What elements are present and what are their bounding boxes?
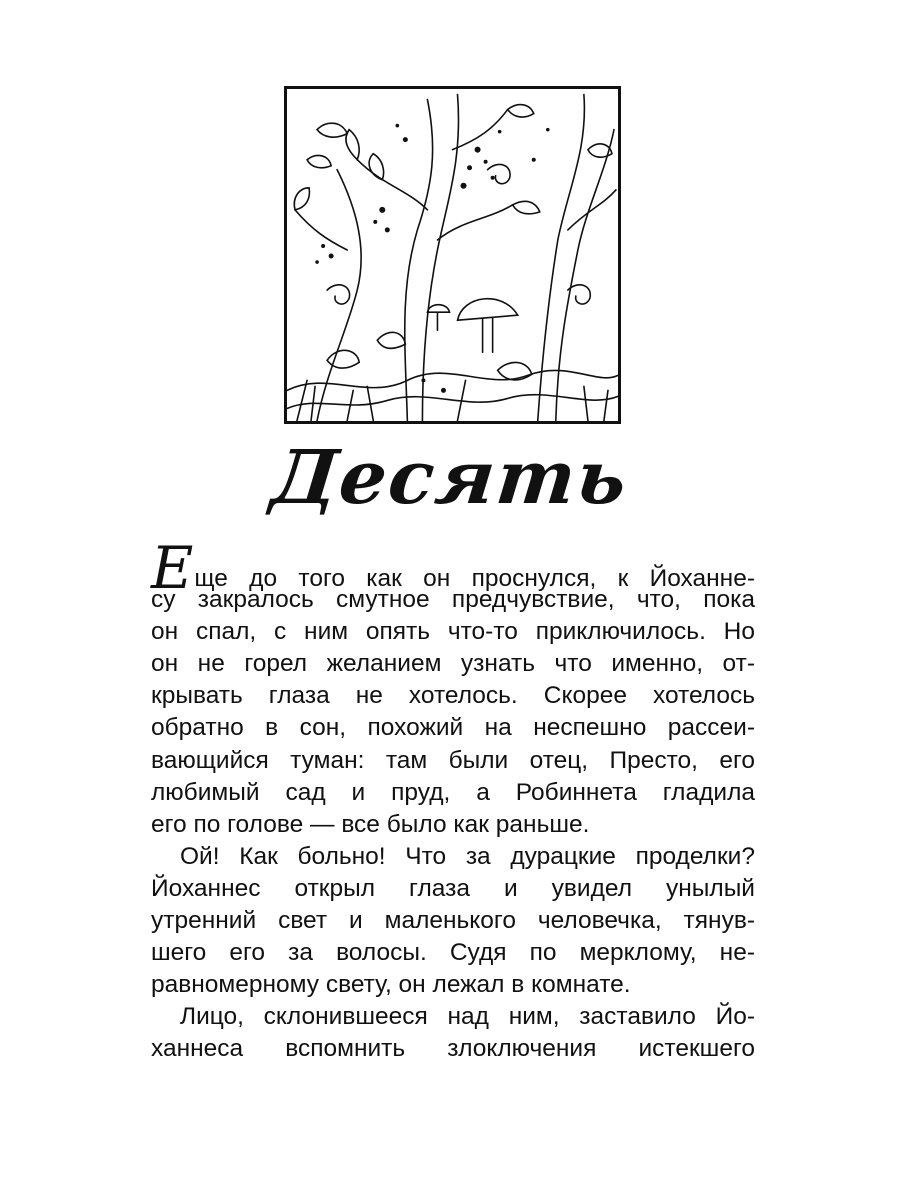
text-line: он не горел желанием узнать что именно, от- [151,650,755,678]
paragraph-1 [151,534,755,841]
text-line: Йоханнес открыл глаза и увидел унылый [151,874,755,902]
chapter-title: Десять [267,435,633,521]
text-line: он спал, с ним опять что-то приключилось. Но [151,618,755,646]
text-line: Лицо, склонившееся над ним, заставило Йо- [180,1003,755,1031]
text-line: его по голове — все было как раньше. [151,810,590,838]
text-line: обратно в сон, похожий на неспешно рассеи- [151,714,755,742]
chapter-illustration [284,86,621,424]
text-line: Ой! Как больно! Что за дурацкие проделки? [180,842,755,870]
drop-cap: Е [151,534,194,602]
chapter-heading [0,428,900,528]
text-line: утренний свет и маленького человечка, тянув- [151,907,755,935]
paragraph-3 [151,1001,755,1065]
text-line: ханнеса вспомнить злоключения истекшего [151,1035,755,1063]
body-text [151,534,755,1066]
text-line: равномерному свету, он лежал в комнате. [151,971,631,999]
paragraph-2 [151,841,755,1001]
text-line: Еще до того как он проснулся, к Йоханне- [151,534,755,602]
text-line: вающийся туман: там были отец, Престо, его [151,746,755,774]
text-line: любимый сад и пруд, а Робиннета гладила [151,778,755,806]
text-line: су закралось смутное предчувствие, что, пока [151,586,755,614]
text-line: крывать глаза не хотелось. Скорее хотелось [151,682,755,710]
forest-drawing [287,89,618,421]
text-line: шего его за волосы. Судя по мерклому, не- [151,939,755,967]
